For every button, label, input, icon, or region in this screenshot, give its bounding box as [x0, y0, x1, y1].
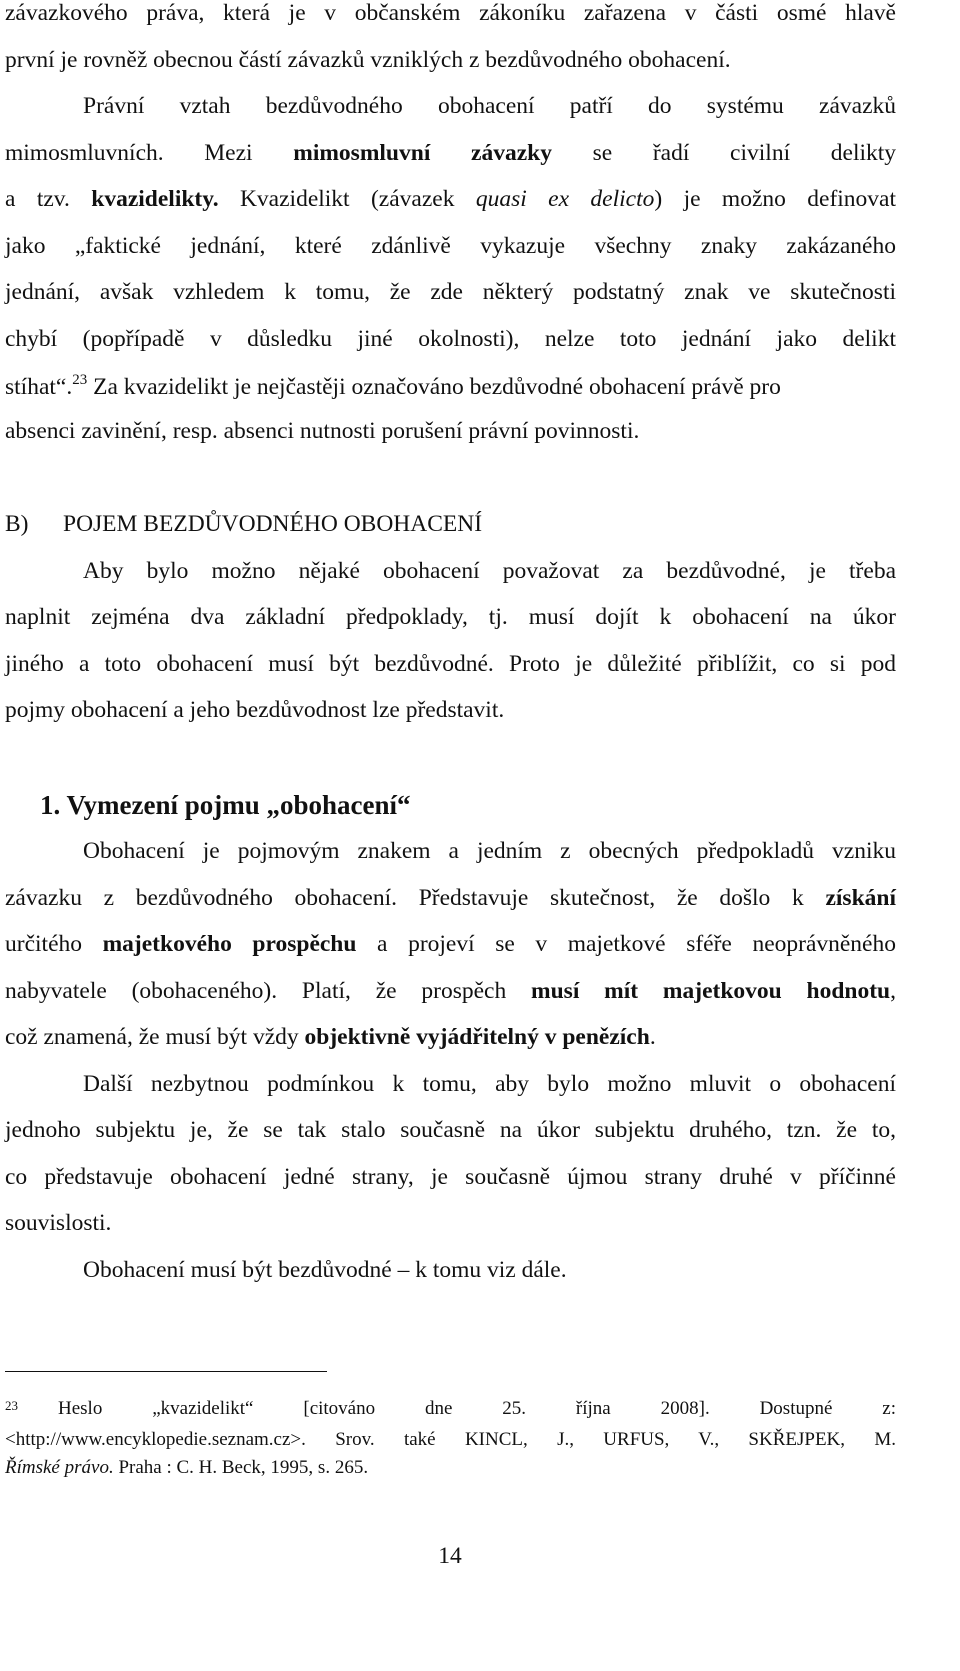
paragraph-line — [5, 931, 896, 958]
paragraph-line — [5, 372, 896, 401]
paragraph-line — [5, 885, 896, 912]
footnote-text: Heslo „kvazidelikt“ [citováno dne 25. října 2008]. Dostupné z: — [58, 1398, 896, 1419]
page-number: 14 — [438, 1543, 462, 1569]
section-heading-b — [5, 511, 896, 538]
paragraph-line: co představuje obohacení jedné strany, je současně újmou strany druhé v příčinné — [5, 1164, 896, 1190]
italic-title: Římské právo. — [5, 1457, 114, 1478]
paragraph-line — [5, 978, 896, 1005]
paragraph-line: Právní vztah bezdůvodného obohacení patří do systému závazků — [83, 93, 896, 119]
text-span: Za kvazidelikt je nejčastěji označováno bezdůvodné obohacení právě pro — [87, 374, 781, 400]
section-label: B) — [5, 511, 29, 537]
text-span: , — [890, 978, 897, 1004]
bold-term: kvazidelikty. — [91, 186, 219, 212]
footnote-number: 23 — [5, 1398, 18, 1413]
paragraph-line: naplnit zejména dva základní předpoklady, tj. musí dojít k obohacení na úkor — [5, 604, 896, 630]
text-span: což znamená, že musí být vždy — [5, 1024, 305, 1050]
paragraph-line: souvislosti. — [5, 1210, 112, 1236]
footnote-divider — [5, 1371, 327, 1372]
paragraph-line: Obohacení musí být bezdůvodné – k tomu viz dále. — [83, 1257, 567, 1283]
paragraph-line: první je rovněž obecnou částí závazků vzniklých z bezdůvodného obohacení. — [5, 47, 731, 73]
text-span: mimosmluvních. Mezi — [5, 140, 253, 166]
paragraph-line — [5, 186, 896, 213]
bold-term: majetkového prospěchu — [102, 931, 357, 957]
paragraph-line: závazkového práva, která je v občanském zákoníku zařazena v části osmé hlavě — [5, 0, 896, 26]
text-span: určitého — [5, 931, 82, 957]
bold-term: musí mít majetkovou hodnotu — [531, 978, 891, 1004]
paragraph-line: pojmy obohacení a jeho bezdůvodnost lze představit. — [5, 697, 505, 723]
paragraph-line: Obohacení je pojmovým znakem a jedním z obecných předpokladů vzniku — [83, 838, 896, 864]
paragraph-line: jednoho subjektu je, že se tak stalo současně na úkor subjektu druhého, tzn. že to, — [5, 1117, 896, 1143]
subsection-heading: 1. Vymezení pojmu „obohacení“ — [40, 790, 411, 820]
paragraph-line: Aby bylo možno nějaké obohacení považovat za bezdůvodné, je třeba — [83, 558, 896, 584]
paragraph-line: Další nezbytnou podmínkou k tomu, aby bylo možno mluvit o obohacení — [83, 1071, 896, 1097]
text-span: . — [649, 1024, 656, 1050]
paragraph-line: chybí (popřípadě v důsledku jiné okolnosti), nelze toto jednání jako delikt — [5, 326, 896, 352]
paragraph-line: jiného a toto obohacení musí být bezdůvodné. Proto je důležité přiblížit, co si pod — [5, 651, 896, 677]
text-span: a projeví se v majetkové sféře neoprávněného — [356, 931, 896, 957]
footnote-line[interactable]: <http://www.encyklopedie.seznam.cz>. Srov. také KINCL, J., URFUS, V., SKŘEJPEK, M. — [5, 1429, 896, 1450]
text-span: a tzv. — [5, 186, 70, 212]
text-span: nabyvatele (obohaceného). Platí, že prospěch — [5, 978, 507, 1004]
text-span: Praha : C. H. Beck, 1995, s. 265. — [113, 1457, 369, 1478]
paragraph-line — [5, 1024, 896, 1051]
paragraph-line: absenci zavinění, resp. absenci nutnosti porušení právní povinnosti. — [5, 418, 640, 444]
bold-term: objektivně vyjádřitelný v penězích — [304, 1024, 650, 1050]
footnote-ref[interactable]: 23 — [72, 372, 88, 388]
bold-term: získání — [825, 885, 896, 911]
footnote-line — [5, 1457, 896, 1479]
italic-term: quasi ex delicto — [475, 186, 655, 212]
footnote-line — [5, 1398, 896, 1425]
text-span: ) je možno definovat — [654, 186, 897, 212]
paragraph-line — [5, 140, 896, 167]
text-span: se řadí civilní delikty — [592, 140, 897, 166]
text-span: Kvazidelikt (závazek — [218, 186, 455, 212]
paragraph-line: jednání, avšak vzhledem k tomu, že zde některý podstatný znak ve skutečnosti — [5, 279, 896, 305]
text-span: závazku z bezdůvodného obohacení. Představuje skutečnost, že došlo k — [5, 885, 804, 911]
bold-term: mimosmluvní závazky — [293, 140, 552, 166]
text-span: stíhat“. — [5, 374, 73, 400]
paragraph-line: jako „faktické jednání, které zdánlivě vykazuje všechny znaky zakázaného — [5, 233, 896, 259]
section-title: POJEM BEZDŮVODNÉHO OBOHACENÍ — [63, 511, 483, 537]
